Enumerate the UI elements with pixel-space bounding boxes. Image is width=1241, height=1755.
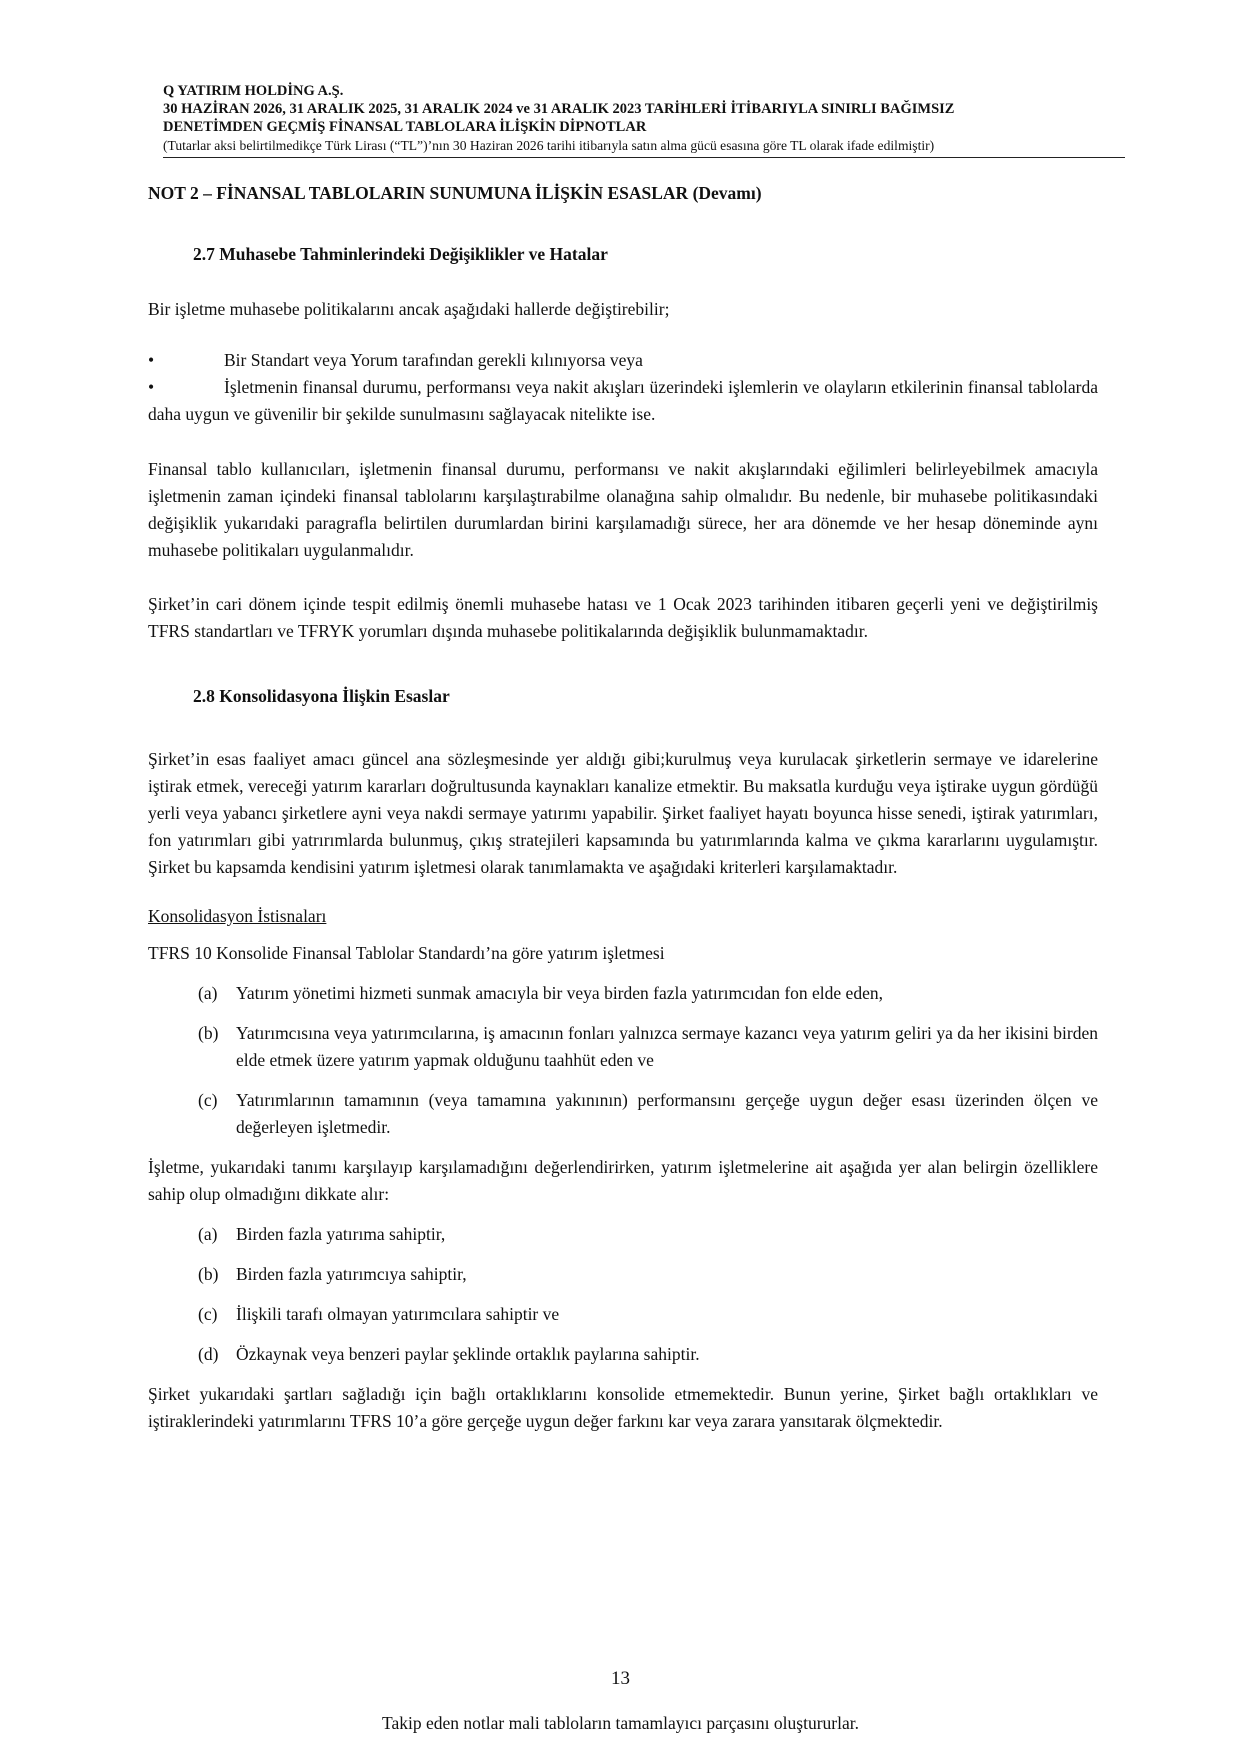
list-item (148, 1020, 1098, 1074)
page-number: 13 (611, 1668, 630, 1689)
bullet-text: İşletmenin finansal durumu, performansı veya nakit akışları üzerindeki işlemlerin ve olayların etkilerinin finansal tablolarda daha uygun ve güvenilir bir şekilde sunulmasını sağlayacak nitelikte ise. (148, 377, 1098, 424)
bullet-item (148, 347, 1098, 374)
subheading-consolidation-exceptions: Konsolidasyon İstisnaları (148, 906, 327, 926)
list-item-label: (a) (198, 1224, 218, 1244)
company-name: Q YATIRIM HOLDİNG A.Ş. (163, 83, 344, 99)
list-item-label: (a) (198, 983, 218, 1003)
header-currency-note: (Tutarlar aksi belirtilmedikçe Türk Lirası (“TL”)’nın 30 Haziran 2026 tarihi itibarıyla satın alma gücü esasına göre TL olarak ifade edilmiştir) (163, 138, 935, 153)
list-item (148, 980, 1098, 1007)
list-item-label: (d) (198, 1344, 219, 1364)
list-item-label: (b) (198, 1264, 219, 1284)
list-item-text: Yatırımcısına veya yatırımcılarına, iş amacının fonları yalnızca sermaye kazancı veya yatırım geliri ya da her ikisini birden elde etmek üzere yatırım yapmak olduğunu taahhüt eden ve (236, 1023, 1098, 1070)
page-body (148, 180, 1098, 1435)
header-title-line: DENETİMDEN GEÇMİŞ FİNANSAL TABLOLARA İLİŞKİN DİPNOTLAR (163, 119, 647, 135)
note-title: NOT 2 – FİNANSAL TABLOLARIN SUNUMUNA İLİŞKİN ESASLAR (Devamı) (148, 183, 762, 203)
list-item-label: (c) (198, 1304, 218, 1324)
section-2-8-intro: TFRS 10 Konsolide Finansal Tablolar Standardı’na göre yatırım işletmesi (148, 943, 665, 963)
section-2-7-intro: Bir işletme muhasebe politikalarını ancak aşağıdaki hallerde değiştirebilir; (148, 299, 670, 319)
list-item-text: Birden fazla yatırıma sahiptir, (236, 1224, 446, 1244)
list-item-text: Yatırım yönetimi hizmeti sunmak amacıyla bir veya birden fazla yatırımcıdan fon elde eden, (236, 983, 883, 1003)
list-item (148, 1301, 1098, 1328)
bullet-text: Bir Standart veya Yorum tarafından gerekli kılınıyorsa veya (224, 350, 643, 370)
bullet-icon: • (148, 350, 155, 370)
section-2-8-paragraph: Şirket’in esas faaliyet amacı güncel ana sözleşmesinde yer aldığı gibi;kurulmuş veya kurulacak şirketlerin sermaye ve idarelerine iştirak etmek, vereceği yatırım kararları doğrultusunda kaynakları kanalize etmektir. Bu maksatla kurduğu veya iştirake uygun gördüğü yerli veya yabancı şirketlere ayni veya nakdi sermaye yatırımı yapabilir. Şirket faaliyet hayatı boyunca hisse senedi, iştirak yatırımları, fon yatırımları gibi yatrırımlarda bulunmuş, çıkış stratejileri kapsamında bu yatırımlarında kalma ve çıkma kararlarını uygulamıştır. Şirket bu kapsamda kendisini yatırım işletmesi olarak tanımlamakta ve aşağıdaki kriterleri karşılamaktadır. (148, 749, 1098, 877)
section-2-7-paragraph: Finansal tablo kullanıcıları, işletmenin finansal durumu, performansı ve nakit akışlarındaki eğilimleri belirleyebilmek amacıyla işletmenin zaman içindeki finansal tablolarını karşılaştırabilme olanağına sahip olmalıdır. Bu nedenle, bir muhasebe politikasındaki değişiklik yukarıdaki paragrafla belirtilen durumlardan birini karşılamadığı sürece, her ara dönemde ve her hesap döneminde aynı muhasebe politikaları uygulanmalıdır. (148, 459, 1098, 560)
section-2-8-paragraph: İşletme, yukarıdaki tanımı karşılayıp karşılamadığını değerlendirirken, yatırım işletmelerine ait aşağıda yer alan belirgin özelliklere sahip olup olmadığını dikkate alır: (148, 1157, 1098, 1204)
list-item-text: Birden fazla yatırımcıya sahiptir, (236, 1264, 467, 1284)
header-period-line: 30 HAZİRAN 2026, 31 ARALIK 2025, 31 ARALIK 2024 ve 31 ARALIK 2023 TARİHLERİ İTİBARIYLA SINIRLI BAĞIMSIZ (163, 101, 955, 117)
section-2-7-paragraph: Şirket’in cari dönem içinde tespit edilmiş önemli muhasebe hatası ve 1 Ocak 2023 tarihinden itibaren geçerli yeni ve değiştirilmiş TFRS standartları ve TFRYK yorumları dışında muhasebe politikalarında değişiklik bulunmamaktadır. (148, 594, 1098, 641)
list-item-label: (c) (198, 1090, 218, 1110)
document-header (163, 82, 1125, 158)
section-2-7-heading: 2.7 Muhasebe Tahminlerindeki Değişiklikler ve Hatalar (193, 244, 608, 264)
header-divider (163, 157, 1125, 158)
footer-note: Takip eden notlar mali tabloların tamamlayıcı parçasını oluştururlar. (382, 1713, 859, 1733)
bullet-item (148, 374, 1098, 428)
list-item-text: Özkaynak veya benzeri paylar şeklinde ortaklık paylarına sahiptir. (236, 1344, 700, 1364)
list-item (148, 1087, 1098, 1141)
section-2-8-heading: 2.8 Konsolidasyona İlişkin Esaslar (193, 686, 450, 706)
list-item (148, 1341, 1098, 1368)
list-item-text: Yatırımlarının tamamının (veya tamamına yakınının) performansını gerçeğe uygun değer esası üzerinden ölçen ve değerleyen işletmedir. (236, 1090, 1098, 1137)
list-item (148, 1261, 1098, 1288)
bullet-icon: • (148, 377, 155, 397)
list-item-label: (b) (198, 1023, 219, 1043)
section-2-8-paragraph: Şirket yukarıdaki şartları sağladığı için bağlı ortaklıklarını konsolide etmemektedir. Bunun yerine, Şirket bağlı ortaklıkları ve iştiraklerindeki yatırımlarını TFRS 10’a göre gerçeğe uygun değer farkını kar veya zarara yansıtarak ölçmektedir. (148, 1384, 1098, 1431)
list-item-text: İlişkili tarafı olmayan yatırımcılara sahiptir ve (236, 1304, 560, 1324)
list-item (148, 1221, 1098, 1248)
